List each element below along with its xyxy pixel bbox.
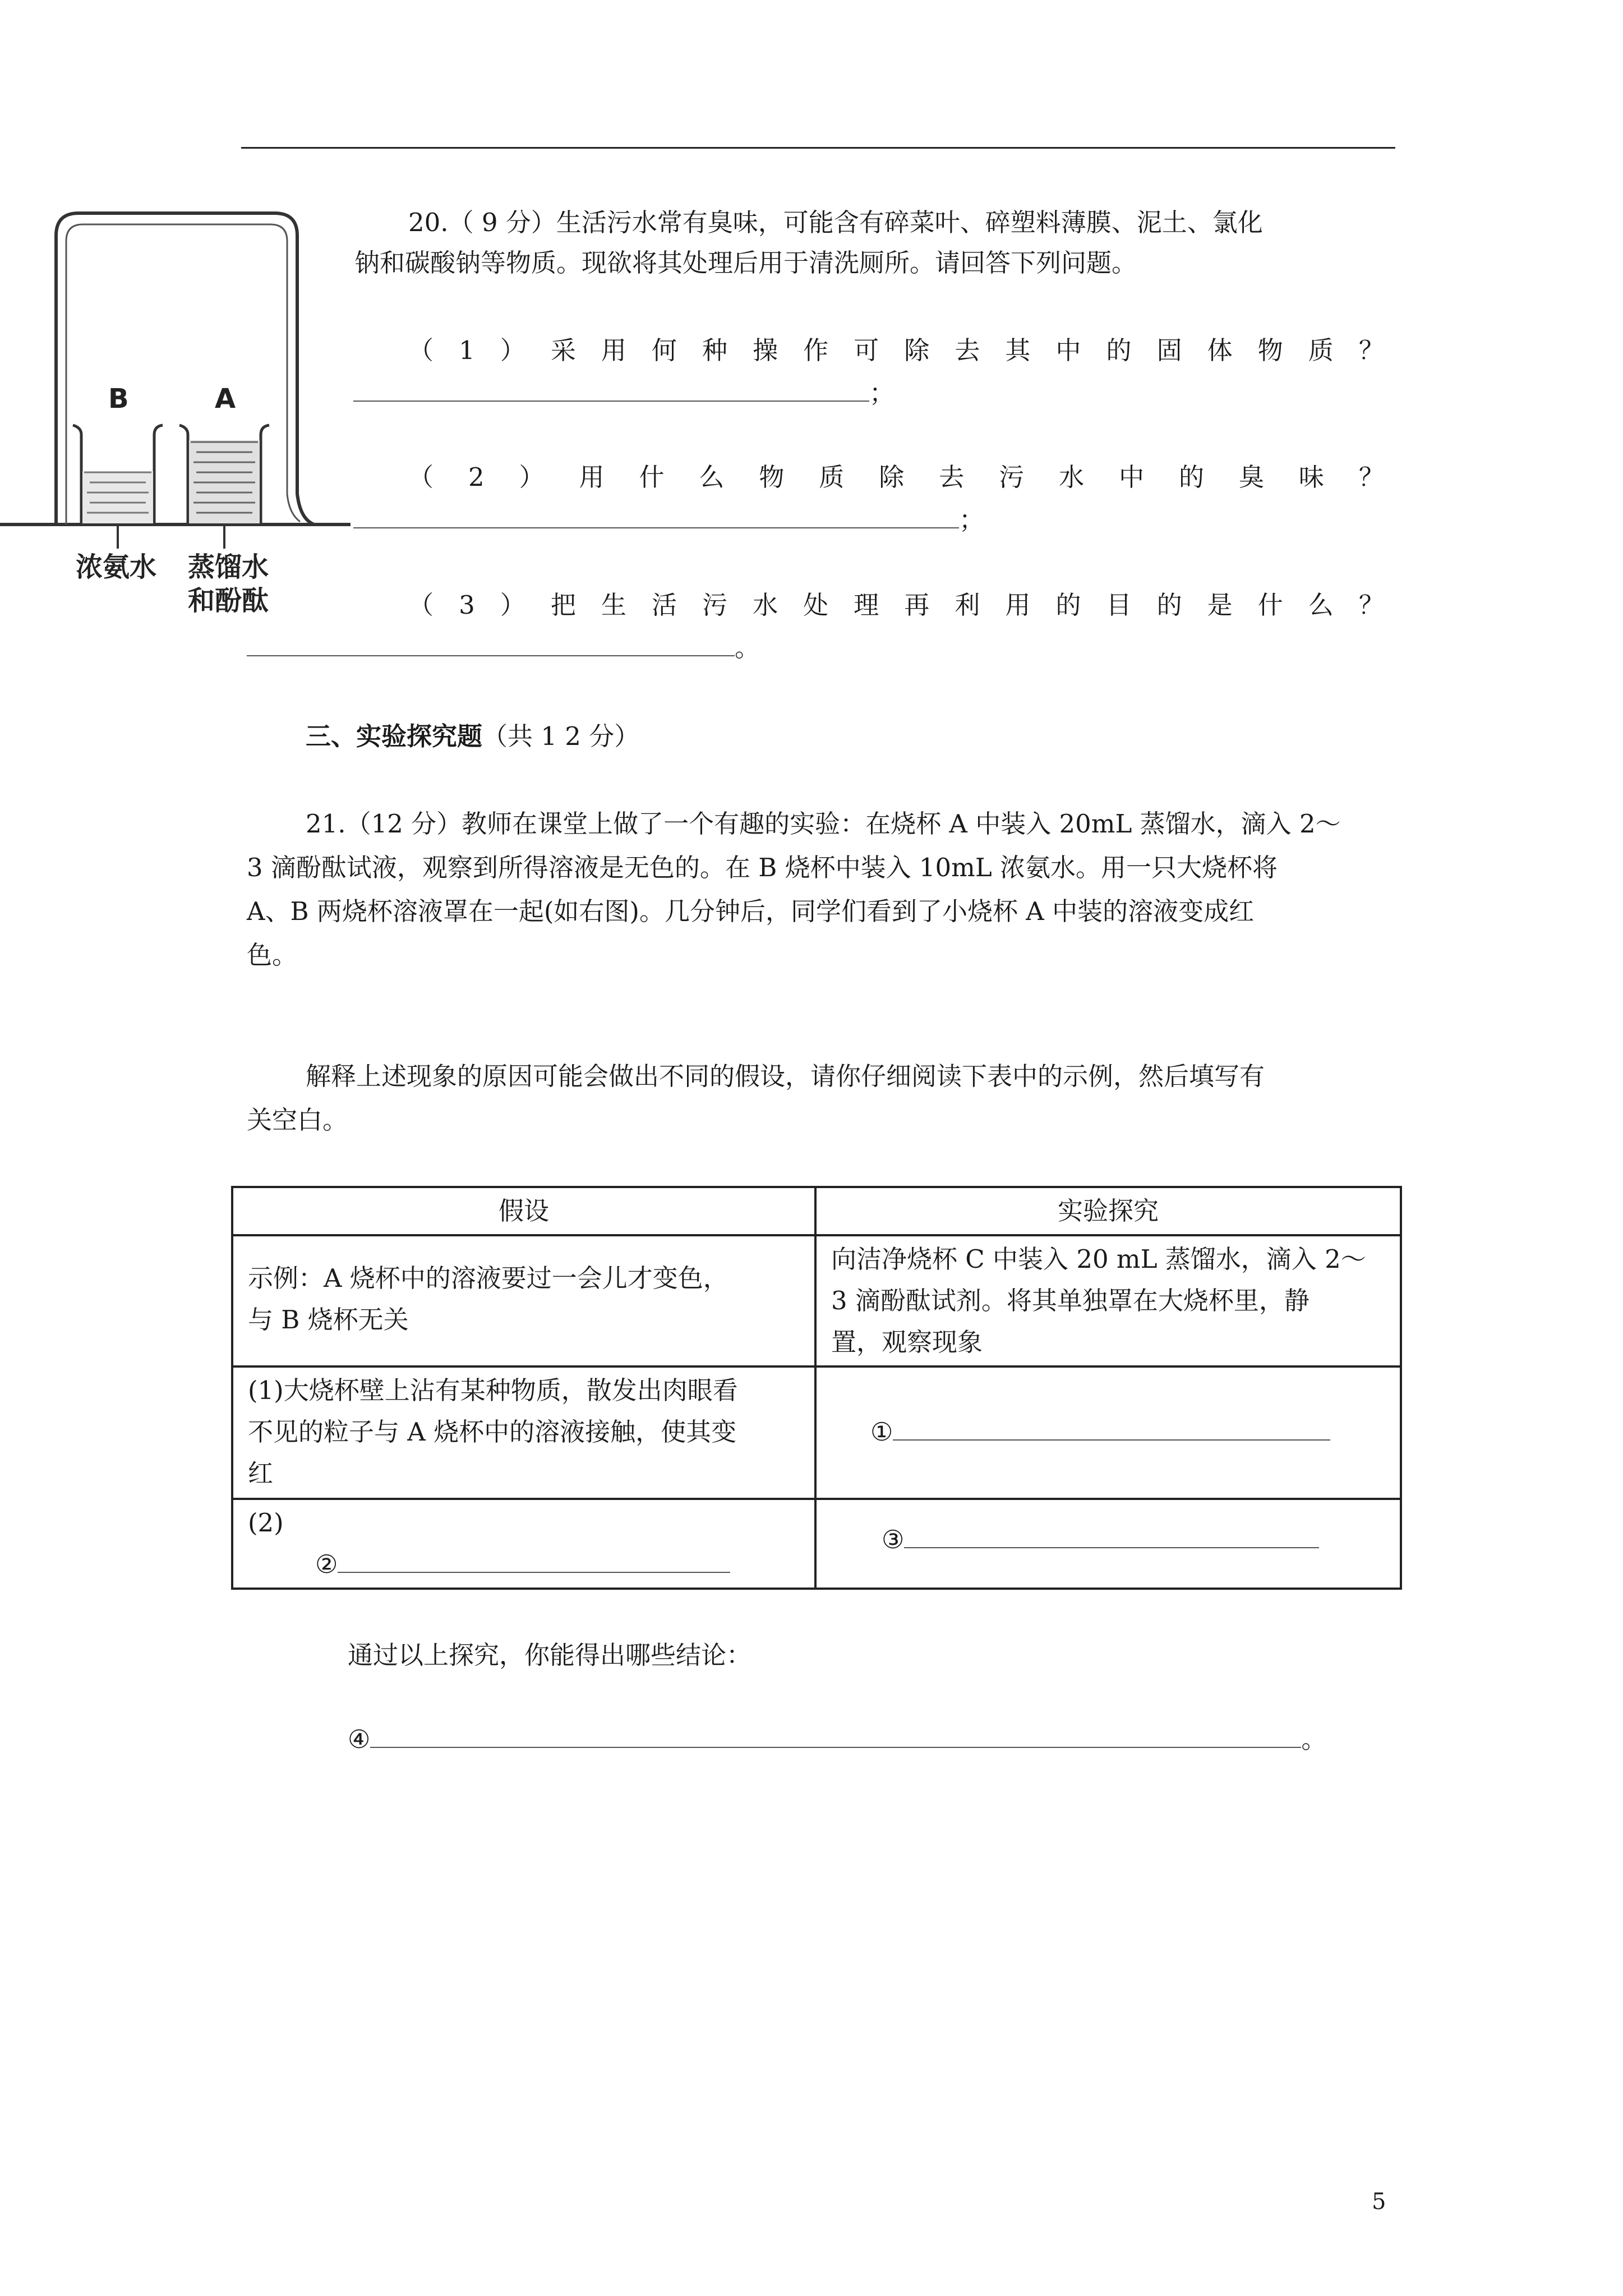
figure-label-b: B [108,383,129,415]
sub3-char: 污 [702,590,728,620]
row1-hypothesis-line2: 不见的粒子与 A 烧杯中的溶液接触，使其变 [248,1417,737,1447]
q20-sub1 [408,329,1384,372]
sub3-char: 生 [601,590,626,620]
section3-heading [306,715,639,758]
row2-experiment-answer [831,1519,1385,1561]
sub2-char: 水 [1059,462,1085,492]
figure-label-a: A [215,383,236,415]
page-number: 5 [1372,2189,1386,2215]
q20-sub3-answer [247,626,760,670]
sub2-char: 除 [879,462,905,492]
sub1-char: 体 [1207,335,1233,365]
example-hypothesis-line2: 与 B 烧杯无关 [248,1305,409,1335]
blank-3[interactable] [904,1525,1319,1548]
sub1-char: 1 [459,335,475,365]
sub2-char: （ [408,462,434,492]
row2-experiment [815,1499,1401,1589]
sub1-char: 的 [1106,335,1132,365]
sub1-char: （ [408,335,434,365]
example-hypothesis [232,1235,815,1366]
example-experiment-line3: 置，观察现象 [831,1327,983,1357]
sub2-char: ） [519,462,545,492]
q20-sub3-blank[interactable] [247,633,735,656]
example-hypothesis-line1: 示例：A 烧杯中的溶液要过一会儿才变色， [248,1263,728,1293]
sub1-char: 何 [651,335,677,365]
sub2-char: 什 [639,462,665,492]
sub3-char: 的 [1055,590,1081,620]
q20-sub1-answer [353,371,895,415]
sub3-char: 利 [955,590,980,620]
sub3-char: 理 [854,590,879,620]
q20-sub2-end: ； [959,505,985,535]
sub2-char: 2 [468,462,485,492]
q21-para1-line2: 3 滴酚酞试液，观察到所得溶液是无色的。在 B 烧杯中装入 10mL 浓氨水。用一只大烧杯将 [247,853,1278,882]
sub3-char: 么 [1308,590,1334,620]
sub3-char: 活 [651,590,677,620]
sub1-char: 质 [1308,335,1334,365]
sub2-char: 用 [579,462,605,492]
sub1-char: 采 [550,335,576,365]
row2-hypothesis [232,1499,815,1589]
q20-sub3 [408,583,1384,627]
sub1-char: 操 [753,335,778,365]
sub2-char: ？ [1358,462,1384,492]
q21-para1-line4: 色。 [247,940,298,970]
blank-1[interactable] [893,1417,1330,1441]
q21-para2-line1: 解释上述现象的原因可能会做出不同的假设，请你仔细阅读下表中的示例，然后填写有 [306,1061,1265,1091]
sub3-char: 什 [1257,590,1283,620]
sub1-char: 作 [803,335,829,365]
table-row-example [232,1235,1401,1366]
sub1-char: 除 [904,335,930,365]
sub3-char: 把 [550,590,576,620]
q20-sub2-answer [353,498,984,542]
sub3-char: 的 [1156,590,1182,620]
row2-hypothesis-label: (2) [248,1508,284,1538]
sub3-char: （ [408,590,434,620]
sub3-char: 用 [1005,590,1031,620]
sub2-char: 去 [939,462,965,492]
sub1-char: ） [500,335,525,365]
conclusion-answer [348,1718,1326,1761]
blank-marker-4: ④ [348,1724,371,1754]
table-row-2 [232,1499,1401,1589]
sub2-char: 物 [759,462,785,492]
blank-4[interactable] [370,1724,1301,1748]
sub3-char: 处 [803,590,829,620]
sub3-char: 是 [1207,590,1233,620]
sub2-char: 么 [699,462,725,492]
table-row-1 [232,1366,1401,1499]
row1-experiment [815,1366,1401,1499]
sub1-char: 物 [1257,335,1283,365]
row1-hypothesis-line1: (1)大烧杯壁上沾有某种物质，散发出肉眼看 [248,1375,738,1405]
sub3-char: ？ [1358,590,1384,620]
sub3-char: 3 [459,590,475,620]
sub1-char: 其 [1005,335,1031,365]
sub3-char: 水 [753,590,778,620]
header-hypothesis: 假设 [232,1187,815,1235]
sub1-char: 去 [955,335,980,365]
q20-sub1-blank[interactable] [353,378,869,402]
sub2-char: 质 [819,462,845,492]
conclusion-prompt: 通过以上探究，你能得出哪些结论： [348,1640,752,1670]
q20-stem-line1: 20.（ 9 分）生活污水常有臭味，可能含有碎菜叶、碎塑料薄膜、泥土、氯化 [408,208,1263,237]
hypothesis-table [231,1186,1402,1590]
sub2-char: 臭 [1238,462,1264,492]
q21-para1-line1: 21.（12 分）教师在课堂上做了一个有趣的实验：在烧杯 A 中装入 20mL 蒸馏水，滴入 2～ [306,809,1341,839]
q20-sub3-end: 。 [735,633,760,662]
blank-2[interactable] [338,1549,730,1573]
example-experiment-line2: 3 滴酚酞试剂。将其单独罩在大烧杯里，静 [831,1286,1310,1315]
q20-sub2-blank[interactable] [353,505,959,528]
sub1-char: 中 [1055,335,1081,365]
figure-caption-a-line2: 和酚酞 [188,585,269,616]
sub3-char: ） [500,590,525,620]
q20-sub1-end: ； [869,378,895,408]
sub2-char: 污 [999,462,1025,492]
sub3-char: 再 [904,590,930,620]
q21-para1-line3: A、B 两烧杯溶液罩在一起(如右图)。几分钟后，同学们看到了小烧杯 A 中装的溶液变成红 [247,896,1255,926]
figure-caption-b: 浓氨水 [76,551,157,583]
beaker-apparatus-figure [0,202,359,628]
sub2-char: 中 [1119,462,1145,492]
row1-experiment-answer [831,1411,1385,1453]
table-header-row [232,1187,1401,1235]
row2-hypothesis-answer [248,1544,800,1585]
sub1-char: 用 [601,335,626,365]
sub1-char: 可 [854,335,879,365]
conclusion-end: 。 [1301,1724,1327,1754]
row1-hypothesis [232,1366,815,1499]
blank-marker-3: ③ [882,1525,905,1554]
example-experiment [815,1235,1401,1366]
beaker-b-liquid [82,471,153,523]
sub2-char: 味 [1298,462,1324,492]
q21-para2-line2: 关空白。 [247,1105,348,1135]
sub3-char: 目 [1106,590,1132,620]
section3-title: 三、实验探究题 [306,721,483,751]
sub1-char: 固 [1156,335,1182,365]
sub1-char: 种 [702,335,728,365]
sub1-char: ？ [1358,335,1384,365]
header-experiment: 实验探究 [815,1187,1401,1235]
q20-stem-line2: 钠和碳酸钠等物质。现欲将其处理后用于清洗厕所。请回答下列问题。 [354,248,1137,278]
blank-marker-1: ① [870,1417,893,1447]
q20-sub2 [408,455,1384,499]
header-rule [241,147,1395,149]
example-experiment-line1: 向洁净烧杯 C 中装入 20 mL 蒸馏水，滴入 2～ [831,1244,1366,1274]
section3-score: （共 1 2 分） [482,721,640,751]
blank-marker-2: ② [315,1549,338,1579]
figure-caption-a-line1: 蒸馏水 [188,551,269,583]
sub2-char: 的 [1179,462,1205,492]
row1-hypothesis-line3: 红 [248,1458,274,1488]
